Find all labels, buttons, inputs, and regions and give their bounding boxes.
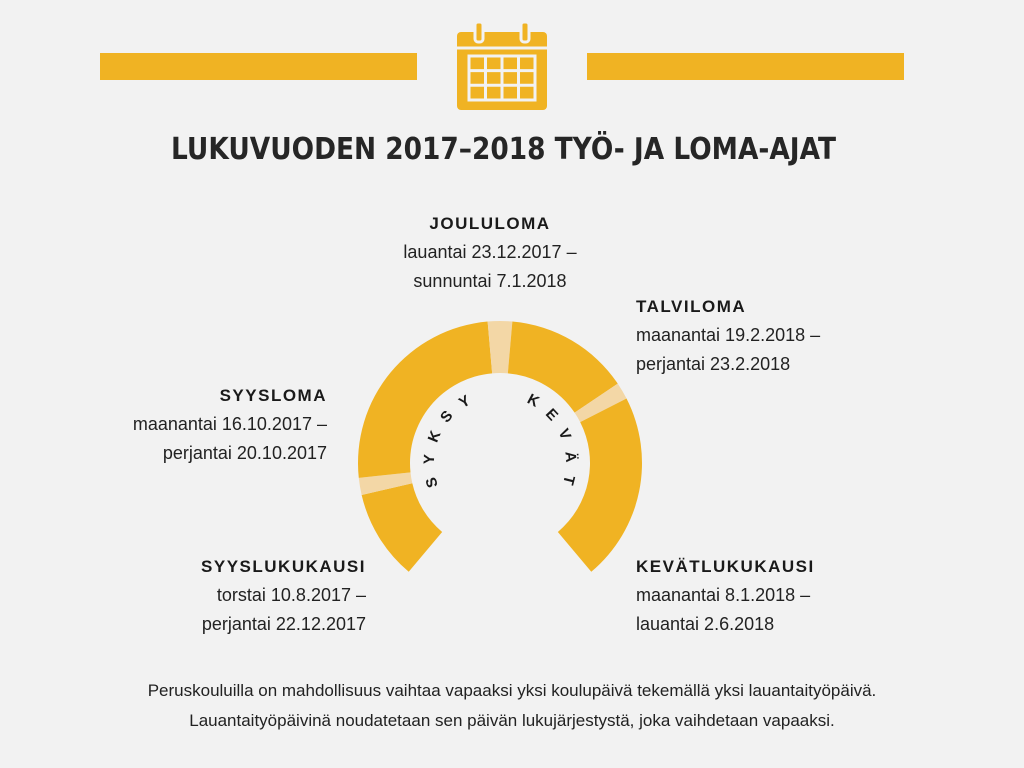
segment-syyslukukausi-0	[362, 483, 443, 572]
syysloma-end: perjantai 20.10.2017	[162, 443, 327, 463]
joululoma-start: lauantai 23.12.2017 –	[403, 242, 577, 262]
footer-line-2: Lauantaityöpäivinä noudatetaan sen päivän lukujärjestystä, joka vaihdetaan vapaaksi.	[189, 711, 835, 730]
syysloma-info	[133, 381, 327, 468]
term-label-kevat-letter: E	[541, 405, 562, 425]
kevatlukukausi-heading: KEVÄTLUKUKAUSI	[636, 557, 815, 576]
term-label-syksy-letter: Y	[420, 453, 439, 465]
page-title: LUKUVUODEN 2017–2018 TYÖ- JA LOMA-AJAT	[171, 132, 836, 167]
joululoma-heading: JOULULOMA	[429, 214, 551, 233]
talviloma-end: perjantai 23.2.2018	[636, 354, 791, 374]
talviloma-heading: TALVILOMA	[636, 297, 747, 316]
footer-note	[0, 676, 1024, 736]
term-label-kevat-letter: Ä	[561, 450, 580, 463]
term-label-syksy-letter: K	[424, 428, 445, 445]
syyslukukausi-start: torstai 10.8.2017 –	[216, 585, 366, 605]
kevatlukukausi-end: lauantai 2.6.2018	[636, 614, 775, 634]
syyslukukausi-info	[201, 552, 366, 639]
joululoma-end: sunnuntai 7.1.2018	[413, 271, 567, 291]
term-label-kevat-letter: V	[554, 426, 575, 443]
term-label-kevat-letter: K	[524, 390, 542, 411]
term-label-syksy-letter: S	[422, 475, 442, 490]
kevatlukukausi-info	[636, 552, 815, 639]
term-label-kevat-letter: T	[559, 473, 578, 487]
footer-line-1: Peruskouluilla on mahdollisuus vaihtaa vapaaksi yksi koulupäivä tekemällä yksi lauantaityöpäivä.	[147, 681, 877, 700]
syysloma-heading: SYYSLOMA	[219, 386, 327, 405]
syyslukukausi-end: perjantai 22.12.2017	[201, 614, 366, 634]
term-label-syksy-letter: Y	[456, 392, 474, 412]
kevatlukukausi-start: maanantai 8.1.2018 –	[636, 585, 811, 605]
joululoma-info	[390, 209, 590, 296]
syyslukukausi-heading: SYYSLUKUKAUSI	[201, 557, 366, 576]
term-label-syksy-letter: S	[437, 407, 457, 427]
talviloma-start: maanantai 19.2.2018 –	[636, 325, 821, 345]
talviloma-info	[636, 292, 820, 379]
syysloma-start: maanantai 16.10.2017 –	[132, 414, 327, 434]
